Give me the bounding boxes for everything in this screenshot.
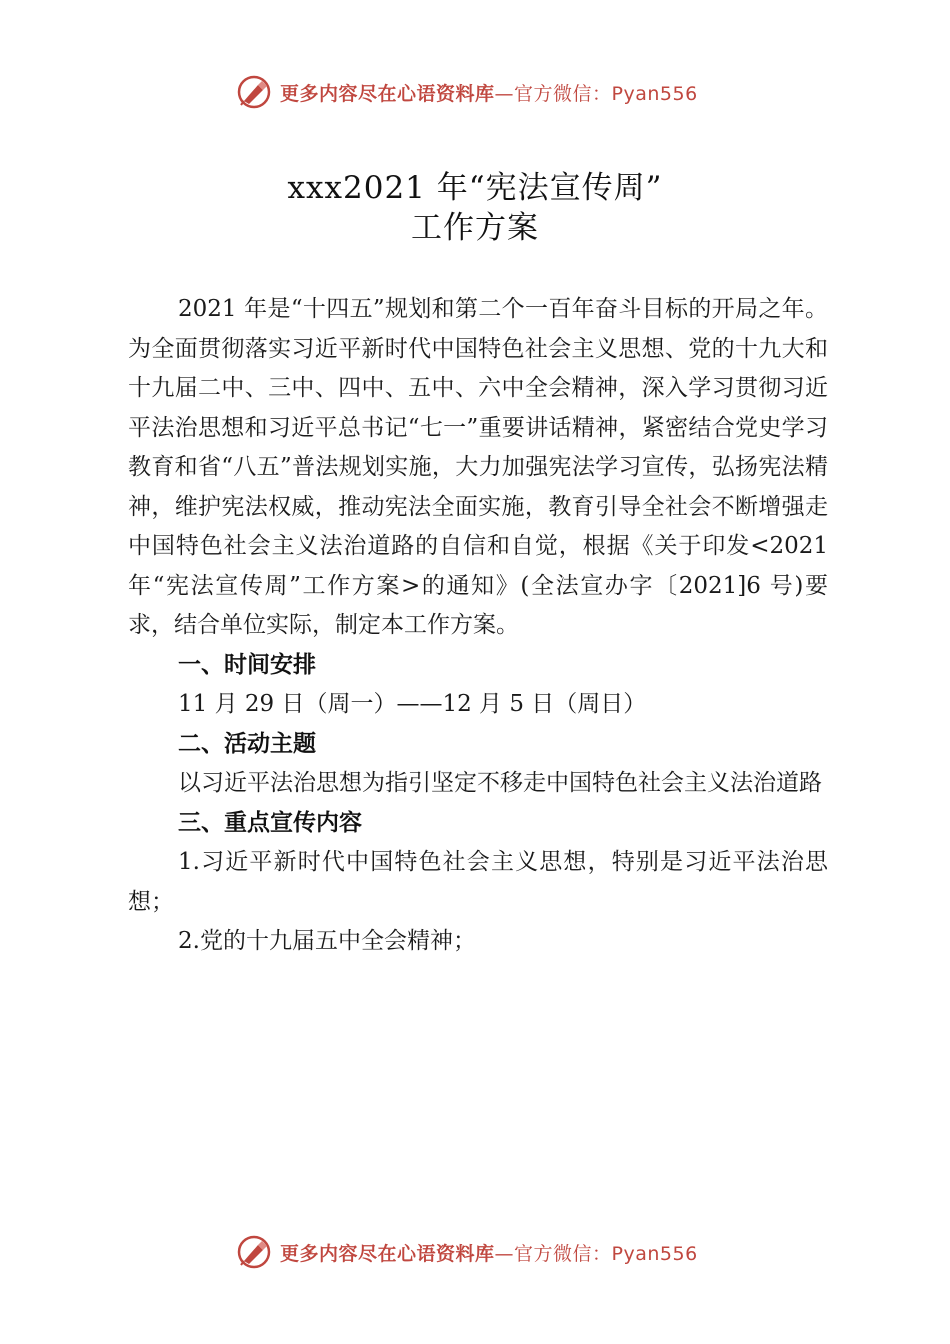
watermark-channel: 官方微信： xyxy=(514,82,612,105)
pen-nib-icon xyxy=(236,74,272,110)
section-heading-theme: 二、活动主题 xyxy=(178,730,316,757)
watermark-brand: 更多内容尽在心语资料库 xyxy=(280,82,495,105)
intro-paragraph: 2021 年是“十四五”规划和第二个一百年奋斗目标的开局之年。为全面贯彻落实习近平新时代中国特色社会主义思想、党的十九大和十九届二中、三中、四中、五中、六中全会精神，深入学习贯彻习近平法治思想和习近平总书记“七一”重要讲话精神，紧密结合党史学习教育和省“八五”普法规划实施，大力加强宪法学习宣传，弘扬宪法精神，维护宪法权威，推动宪法全面实施，教育引导全社会不断增强走中国特色社会主义法治道路的自信和自觉，根据《关于印发<2021 年“宪法宣传周”工作方案>的通知》(全法宣办字〔2021]6 号)要求，结合单位实际，制定本工作方案。 xyxy=(128,296,828,638)
section-body-theme: 以习近平法治思想为指引坚定不移走中国特色社会主义法治道路 xyxy=(178,770,822,796)
section-heading-content: 三、重点宣传内容 xyxy=(178,809,362,836)
document-title: xxx2021 年“宪法宣传周” xyxy=(287,170,663,206)
watermark-id: Pyan556 xyxy=(611,1242,698,1265)
watermark-header xyxy=(236,72,736,112)
watermark-text xyxy=(280,79,698,106)
watermark-footer xyxy=(236,1232,736,1272)
list-item: 2.党的十九届五中全会精神； xyxy=(178,928,476,954)
watermark-separator: — xyxy=(494,82,515,105)
watermark-text xyxy=(280,1239,698,1266)
watermark-id: Pyan556 xyxy=(611,82,698,105)
watermark-brand: 更多内容尽在心语资料库 xyxy=(280,1242,495,1265)
document-title-line2: 工作方案 xyxy=(411,210,539,246)
list-item: 1.习近平新时代中国特色社会主义思想，特别是习近平法治思想； xyxy=(128,849,828,915)
watermark-channel: 官方微信： xyxy=(514,1242,612,1265)
section-body-schedule: 11 月 29 日（周一）——12 月 5 日（周日） xyxy=(178,691,647,717)
section-heading-schedule: 一、时间安排 xyxy=(178,651,316,678)
document-body xyxy=(128,290,828,962)
pen-nib-icon xyxy=(236,1234,272,1270)
watermark-separator: — xyxy=(494,1242,515,1265)
